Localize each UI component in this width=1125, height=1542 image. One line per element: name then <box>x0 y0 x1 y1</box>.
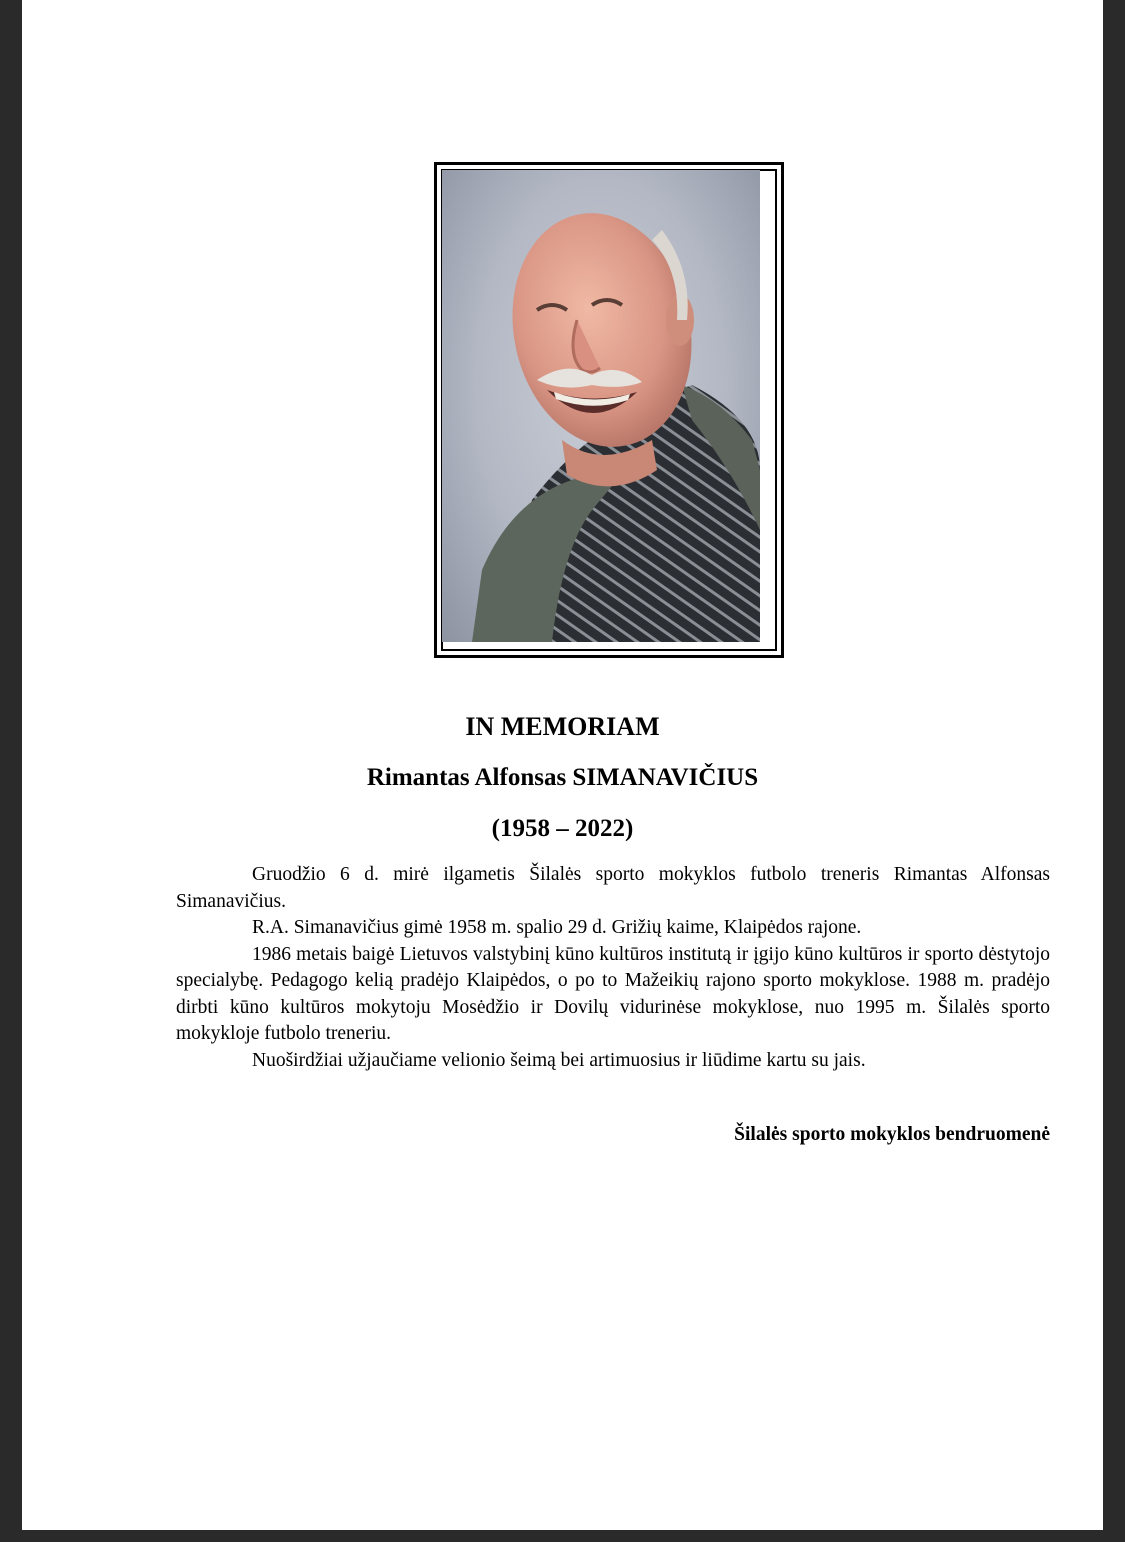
obituary-text <box>176 862 1050 1074</box>
life-years: (1958 – 2022) <box>491 815 634 842</box>
document-page <box>22 0 1103 1530</box>
portrait-photo <box>442 170 760 642</box>
paragraph-death-notice: Gruodžio 6 d. mirė ilgametis Šilalės sporto mokyklos futbolo treneris Rimantas Alfonsas Simanavičius. <box>176 864 1050 912</box>
deceased-name: Rimantas Alfonsas SIMANAVIČIUS <box>366 764 759 791</box>
paragraph-condolences: Nuoširdžiai užjaučiame velionio šeimą bei artimuosius ir liūdime kartu su jais. <box>252 1049 866 1071</box>
signature: Šilalės sporto mokyklos bendruomenė <box>734 1124 1050 1145</box>
paragraph-career: 1986 metais baigė Lietuvos valstybinį kūno kultūros institutą ir įgijo kūno kultūros ir sporto dėstytojo specialybę. Pedagogo kelią pradėjo Klaipėdos, o po to Mažeikių rajono sporto mokyklose. 1988 m. pradėjo dirbti kūno kultūros mokytoju Mosėdžio ir Dovilų vidurinėse mokyklose, nuo 1995 m. Šilalės sporto mokykloje futbolo treneriu. <box>176 943 1050 1044</box>
memoriam-heading: IN MEMORIAM <box>465 712 660 741</box>
portrait-frame <box>434 162 784 658</box>
paragraph-birth: R.A. Simanavičius gimė 1958 m. spalio 29 d. Grižių kaime, Klaipėdos rajone. <box>252 917 862 938</box>
